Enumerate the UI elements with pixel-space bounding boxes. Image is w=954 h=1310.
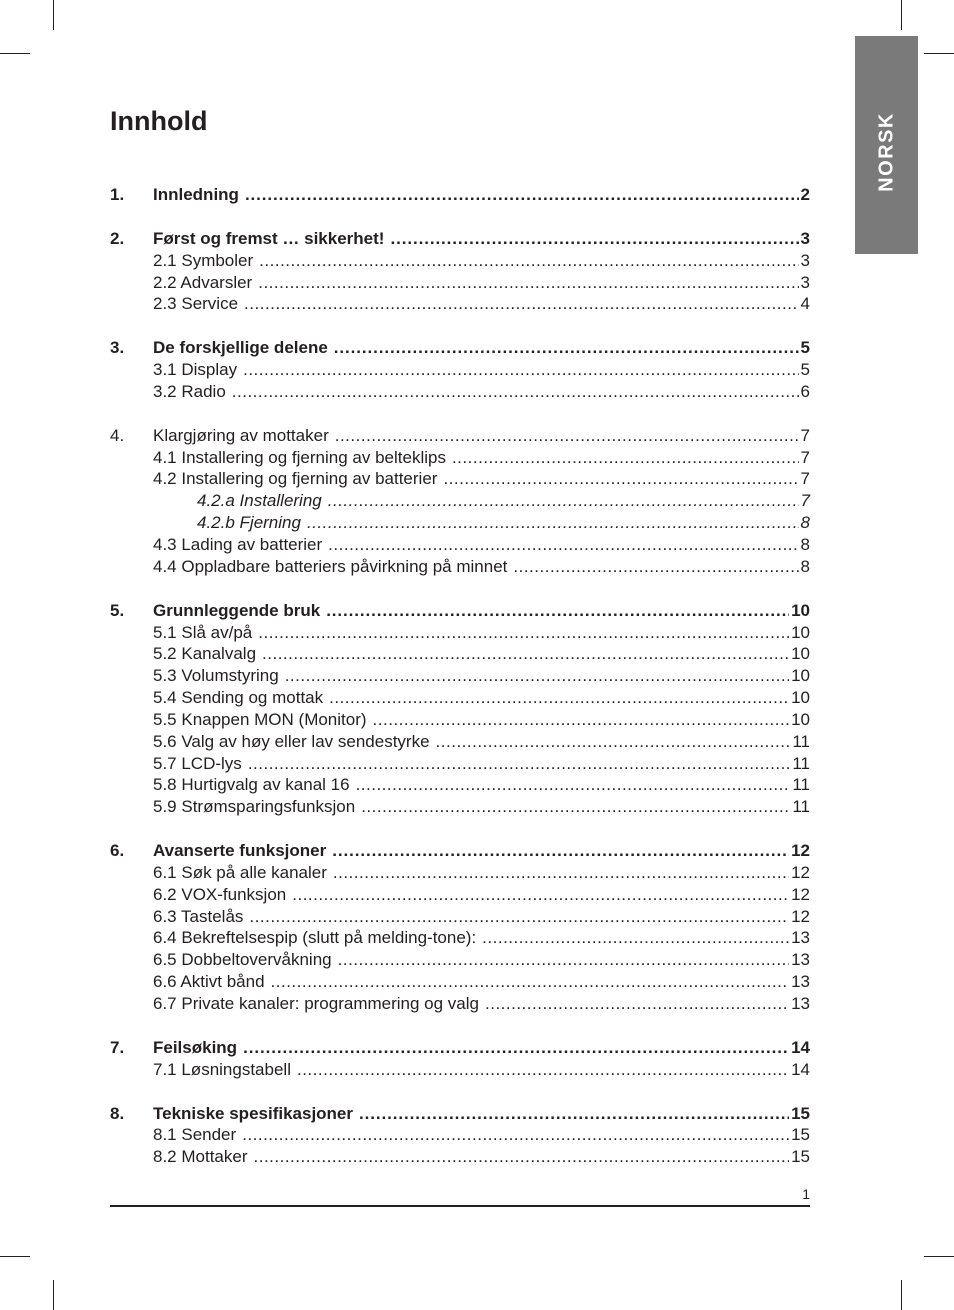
toc-entry[interactable] bbox=[110, 993, 810, 1015]
toc-entry-title: 4.4 Oppladbare batteriers påvirkning på minnet bbox=[153, 556, 508, 576]
toc-entry-title: Først og fremst … sikkerhet! bbox=[153, 228, 385, 248]
toc-entry-line bbox=[197, 490, 810, 512]
dot-leader bbox=[513, 556, 798, 578]
dot-leader bbox=[485, 993, 789, 1015]
toc-entry-line bbox=[153, 622, 810, 644]
toc-entry-line bbox=[153, 272, 810, 294]
dot-leader bbox=[254, 1146, 790, 1168]
toc-entry-page: 10 bbox=[791, 600, 810, 620]
toc-entry-title: 6.2 VOX-funksjon bbox=[153, 884, 287, 904]
toc-entry[interactable] bbox=[110, 381, 810, 403]
toc-entry-line bbox=[153, 1124, 810, 1146]
dot-leader bbox=[243, 1037, 789, 1059]
toc-entry-page: 3 bbox=[800, 272, 810, 292]
toc-entry-number: 1. bbox=[110, 185, 125, 204]
toc-entry-title: 4.2.a Installering bbox=[197, 491, 322, 511]
toc-entry-line bbox=[153, 993, 810, 1015]
toc-entry-title: 4.2.b Fjerning bbox=[197, 513, 301, 533]
toc-entry-line bbox=[153, 250, 810, 272]
toc-entry-line bbox=[153, 228, 810, 250]
dot-leader bbox=[307, 512, 799, 534]
toc-entry[interactable] bbox=[110, 687, 810, 709]
toc-entry-title: 6.5 Dobbeltovervåkning bbox=[153, 950, 332, 970]
toc-entry-line bbox=[197, 512, 810, 534]
toc-entry-line bbox=[153, 534, 810, 556]
toc-entry-line bbox=[153, 556, 810, 578]
toc-entry-title: De forskjellige delene bbox=[153, 338, 328, 358]
dot-leader bbox=[390, 228, 798, 250]
toc-entry[interactable] bbox=[110, 622, 810, 644]
toc-entry[interactable] bbox=[110, 534, 810, 556]
dot-leader bbox=[232, 381, 799, 403]
dot-leader bbox=[328, 490, 799, 512]
dot-leader bbox=[338, 949, 789, 971]
toc-entry-title: 7.1 Løsningstabell bbox=[153, 1059, 291, 1079]
language-tab bbox=[855, 36, 918, 254]
toc-entry-page: 11 bbox=[792, 753, 810, 773]
toc-entry-line bbox=[153, 1146, 810, 1168]
toc-entry[interactable] bbox=[110, 643, 810, 665]
dot-leader bbox=[271, 971, 790, 993]
crop-mark bbox=[901, 0, 902, 30]
crop-mark bbox=[901, 1280, 902, 1310]
toc-entry-page: 12 bbox=[791, 884, 810, 904]
toc-entry-line bbox=[153, 1059, 810, 1081]
dot-leader bbox=[297, 1059, 789, 1081]
toc-entry-page: 7 bbox=[800, 491, 810, 511]
toc-entry[interactable] bbox=[110, 774, 810, 796]
toc-entry[interactable] bbox=[110, 1124, 810, 1146]
toc-chapter-entry[interactable] bbox=[110, 600, 810, 622]
toc-entry-page: 8 bbox=[800, 513, 810, 533]
toc-entry-title: Grunnleggende bruk bbox=[153, 600, 321, 620]
toc-entry[interactable] bbox=[110, 906, 810, 928]
toc-entry-title: 5.9 Strømsparingsfunksjon bbox=[153, 797, 356, 817]
toc-entry-line bbox=[153, 447, 810, 469]
toc-entry-number: 5. bbox=[110, 600, 125, 620]
dot-leader bbox=[328, 534, 798, 556]
toc-entry-line bbox=[153, 753, 810, 775]
toc-entry-page: 12 bbox=[791, 906, 810, 926]
toc-entry[interactable] bbox=[110, 796, 810, 818]
dot-leader bbox=[329, 687, 789, 709]
toc-entry[interactable] bbox=[110, 359, 810, 381]
toc-chapter-entry[interactable] bbox=[110, 1103, 810, 1125]
toc-entry-line bbox=[153, 906, 810, 928]
toc-entry-page: 7 bbox=[800, 425, 810, 445]
toc-entry[interactable] bbox=[110, 468, 810, 490]
toc-entry-page: 10 bbox=[791, 622, 810, 642]
dot-leader bbox=[482, 927, 789, 949]
crop-mark bbox=[0, 1256, 30, 1257]
toc-entry[interactable] bbox=[110, 293, 810, 315]
toc-entry[interactable] bbox=[110, 1146, 810, 1168]
toc-entry-title: Innledning bbox=[153, 185, 239, 204]
toc-entry-page: 13 bbox=[791, 928, 810, 948]
toc-entry-line bbox=[153, 1103, 810, 1125]
toc-entry-line bbox=[153, 337, 810, 359]
toc-entry-title: Feilsøking bbox=[153, 1037, 238, 1057]
toc-entry-page: 10 bbox=[791, 709, 810, 729]
toc-entry-title: 5.8 Hurtigvalg av kanal 16 bbox=[153, 775, 350, 795]
crop-mark bbox=[924, 1256, 954, 1257]
toc-entry-title: 5.3 Volumstyring bbox=[153, 666, 279, 686]
toc-entry-page: 10 bbox=[791, 688, 810, 708]
toc-entry-line bbox=[153, 381, 810, 403]
dot-leader bbox=[249, 906, 789, 928]
toc-entry[interactable] bbox=[110, 490, 810, 512]
dot-leader bbox=[334, 337, 799, 359]
toc-entry-line bbox=[153, 949, 810, 971]
toc-entry-title: 5.7 LCD-lys bbox=[153, 753, 242, 773]
toc-entry-line bbox=[153, 709, 810, 731]
toc-entry-page: 15 bbox=[791, 1125, 810, 1145]
toc-entry-number: 6. bbox=[110, 841, 125, 861]
toc-entry-title: 4.3 Lading av batterier bbox=[153, 534, 323, 554]
page-number: 1 bbox=[802, 1186, 810, 1202]
toc-entry-page: 10 bbox=[791, 666, 810, 686]
toc-entry[interactable] bbox=[110, 556, 810, 578]
toc-entry-page: 4 bbox=[800, 294, 810, 314]
toc-entry-page: 12 bbox=[791, 862, 810, 882]
toc-entry-line bbox=[153, 687, 810, 709]
dot-leader bbox=[452, 447, 799, 469]
toc-entry-page: 11 bbox=[792, 731, 810, 751]
toc-entry-title: 4.1 Installering og fjerning av belteklips bbox=[153, 447, 446, 467]
toc-entry-page: 2 bbox=[800, 185, 810, 204]
toc-entry-title: 2.1 Symboler bbox=[153, 250, 254, 270]
dot-leader bbox=[356, 774, 791, 796]
crop-mark bbox=[0, 53, 30, 54]
dot-leader bbox=[373, 709, 790, 731]
toc-entry-page: 8 bbox=[800, 534, 810, 554]
crop-mark bbox=[53, 0, 54, 30]
toc-entry-line bbox=[153, 643, 810, 665]
toc-entry-title: 2.2 Advarsler bbox=[153, 272, 253, 292]
toc-entry-title: 8.1 Sender bbox=[153, 1125, 237, 1145]
toc-entry-page: 6 bbox=[800, 381, 810, 401]
toc-entry-page: 13 bbox=[791, 972, 810, 992]
toc-entry[interactable] bbox=[110, 753, 810, 775]
footer-rule bbox=[110, 1205, 810, 1207]
toc-entry[interactable] bbox=[110, 731, 810, 753]
dot-leader bbox=[361, 796, 790, 818]
toc-entry[interactable] bbox=[110, 971, 810, 993]
toc-entry-line bbox=[153, 862, 810, 884]
toc-entry-line bbox=[153, 840, 810, 862]
toc-entry-line bbox=[153, 293, 810, 315]
toc-entry-title: 2.3 Service bbox=[153, 294, 239, 314]
dot-leader bbox=[292, 884, 789, 906]
dot-leader bbox=[326, 600, 789, 622]
toc-entry[interactable] bbox=[110, 665, 810, 687]
toc-entry-title: 6.1 Søk på alle kanaler bbox=[153, 862, 327, 882]
toc-entry-line bbox=[153, 731, 810, 753]
toc-entry[interactable] bbox=[110, 884, 810, 906]
toc-entry-title: 3.1 Display bbox=[153, 360, 238, 380]
toc-entry-title: 6.3 Tastelås bbox=[153, 906, 244, 926]
toc-entry-page: 15 bbox=[791, 1103, 810, 1123]
toc-entry[interactable] bbox=[110, 272, 810, 294]
toc-entry-page: 12 bbox=[791, 841, 810, 861]
dot-leader bbox=[258, 622, 789, 644]
toc-entry[interactable] bbox=[110, 250, 810, 272]
toc-entry-number: 8. bbox=[110, 1103, 125, 1123]
dot-leader bbox=[242, 1124, 789, 1146]
toc-entry[interactable] bbox=[110, 862, 810, 884]
dot-leader bbox=[443, 468, 798, 490]
toc-entry[interactable] bbox=[110, 709, 810, 731]
toc-entry-line bbox=[153, 600, 810, 622]
toc-entry-page: 7 bbox=[800, 447, 810, 467]
toc-entry-line bbox=[153, 927, 810, 949]
dot-leader bbox=[359, 1103, 789, 1125]
toc-entry-page: 3 bbox=[800, 250, 810, 270]
toc-entry[interactable] bbox=[110, 447, 810, 469]
dot-leader bbox=[248, 753, 791, 775]
toc-entry[interactable] bbox=[110, 512, 810, 534]
toc-entry-page: 11 bbox=[792, 775, 810, 795]
toc-entry[interactable] bbox=[110, 949, 810, 971]
toc-entry-number: 2. bbox=[110, 228, 125, 248]
toc-entry-page: 8 bbox=[800, 556, 810, 576]
toc-entry-page: 13 bbox=[791, 994, 810, 1013]
table-of-contents bbox=[110, 184, 810, 1168]
toc-entry-title: Tekniske spesifikasjoner bbox=[153, 1103, 354, 1123]
toc-chapter-entry[interactable] bbox=[110, 337, 810, 359]
toc-entry[interactable] bbox=[110, 1059, 810, 1081]
toc-chapter-entry[interactable] bbox=[110, 184, 810, 206]
toc-entry-page: 5 bbox=[800, 338, 810, 358]
toc-entry[interactable] bbox=[110, 425, 810, 447]
toc-entry-page: 13 bbox=[791, 950, 810, 970]
toc-entry-line bbox=[153, 971, 810, 993]
toc-entry-page: 15 bbox=[791, 1147, 810, 1167]
toc-entry-line bbox=[153, 774, 810, 796]
toc-entry-page: 14 bbox=[791, 1037, 810, 1057]
dot-leader bbox=[285, 665, 789, 687]
toc-entry-page: 5 bbox=[800, 360, 810, 380]
toc-entry-title: 8.2 Mottaker bbox=[153, 1147, 248, 1167]
toc-entry-line bbox=[153, 884, 810, 906]
toc-entry-number: 3. bbox=[110, 338, 125, 358]
toc-entry-line bbox=[153, 359, 810, 381]
dot-leader bbox=[335, 425, 799, 447]
toc-entry-page: 11 bbox=[792, 797, 810, 817]
toc-chapter-entry[interactable] bbox=[110, 1037, 810, 1059]
dot-leader bbox=[332, 840, 789, 862]
toc-entry-line bbox=[153, 468, 810, 490]
toc-entry-page: 3 bbox=[800, 228, 810, 248]
dot-leader bbox=[244, 293, 798, 315]
toc-entry-title: 5.2 Kanalvalg bbox=[153, 644, 257, 664]
toc-entry-line bbox=[153, 425, 810, 447]
toc-entry-line bbox=[153, 665, 810, 687]
toc-entry-title: 5.5 Knappen MON (Monitor) bbox=[153, 709, 367, 729]
toc-entry-page: 7 bbox=[800, 469, 810, 489]
dot-leader bbox=[436, 731, 791, 753]
crop-mark bbox=[924, 53, 954, 54]
toc-entry-line bbox=[153, 796, 810, 818]
toc-entry-line bbox=[153, 1037, 810, 1059]
toc-entry-title: 5.1 Slå av/på bbox=[153, 622, 253, 642]
dot-leader bbox=[258, 272, 798, 294]
toc-chapter-entry[interactable] bbox=[110, 228, 810, 250]
toc-entry-number: 4. bbox=[110, 425, 125, 445]
toc-entry-title: Klargjøring av mottaker bbox=[153, 425, 329, 445]
toc-entry-title: 3.2 Radio bbox=[153, 381, 226, 401]
toc-entry-title: 6.4 Bekreftelsespip (slutt på melding-tone): bbox=[153, 928, 477, 948]
page-title: Innhold bbox=[110, 106, 208, 136]
dot-leader bbox=[243, 359, 798, 381]
toc-entry-title: 5.4 Sending og mottak bbox=[153, 688, 324, 708]
toc-entry-title: 6.7 Private kanaler: programmering og valg bbox=[153, 994, 479, 1013]
toc-chapter-entry[interactable] bbox=[110, 840, 810, 862]
toc-entry-number: 7. bbox=[110, 1037, 125, 1057]
toc-entry-title: Avanserte funksjoner bbox=[153, 841, 327, 861]
language-tab-label: NORSK bbox=[875, 112, 897, 192]
dot-leader bbox=[245, 184, 799, 206]
dot-leader bbox=[333, 862, 789, 884]
toc-entry-line bbox=[153, 184, 810, 206]
toc-entry-title: 4.2 Installering og fjerning av batterier bbox=[153, 469, 438, 489]
toc-entry[interactable] bbox=[110, 927, 810, 949]
dot-leader bbox=[262, 643, 789, 665]
crop-mark bbox=[53, 1280, 54, 1310]
dot-leader bbox=[259, 250, 798, 272]
toc-entry-page: 10 bbox=[791, 644, 810, 664]
toc-entry-page: 14 bbox=[791, 1059, 810, 1079]
toc-entry-title: 6.6 Aktivt bånd bbox=[153, 972, 265, 992]
toc-entry-title: 5.6 Valg av høy eller lav sendestyrke bbox=[153, 731, 430, 751]
